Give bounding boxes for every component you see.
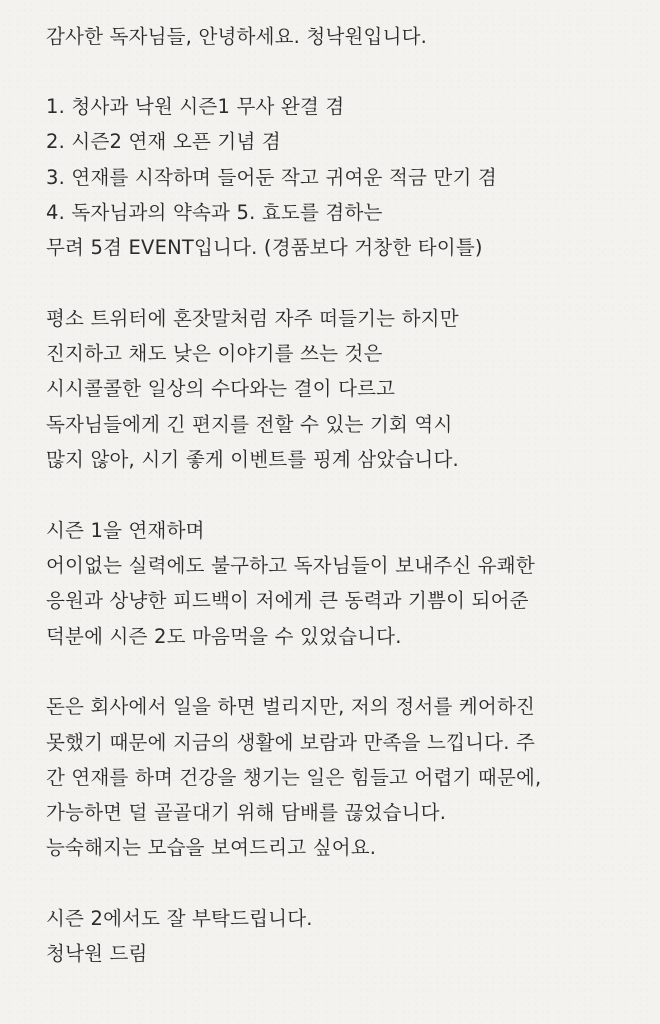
event-list-item-1: 1. 청사과 낙원 시즌1 무사 완결 겸 <box>46 95 345 118</box>
paragraph-line: 못했기 때문에 지금의 생활에 보람과 만족을 느낍니다. 주 <box>46 731 536 754</box>
paragraph-line: 덕분에 시즌 2도 마음먹을 수 있었습니다. <box>46 625 402 648</box>
event-list-item-4: 4. 독자님과의 약속과 5. 효도를 겸하는 <box>46 201 383 224</box>
event-list-item-3: 3. 연재를 시작하며 들어둔 작고 귀여운 적금 만기 겸 <box>46 166 497 189</box>
event-list-summary: 무려 5겸 EVENT입니다. (경품보다 거창한 타이틀) <box>46 236 483 259</box>
event-list-item-2: 2. 시즌2 연재 오픈 기념 겸 <box>46 130 281 153</box>
paragraph-line: 가능하면 덜 골골대기 위해 담배를 끊었습니다. <box>46 801 447 824</box>
paragraph-line: 돈은 회사에서 일을 하면 벌리지만, 저의 정서를 케어하진 <box>46 695 536 718</box>
paragraph-line: 진지하고 채도 낮은 이야기를 쓰는 것은 <box>46 342 383 365</box>
paragraph-line: 간 연재를 하며 건강을 챙기는 일은 힘들고 어렵기 때문에, <box>46 766 542 789</box>
greeting-line: 감사한 독자님들, 안녕하세요. 청낙원입니다. <box>46 25 428 48</box>
paragraph-line: 평소 트위터에 혼잣말처럼 자주 떠들기는 하지만 <box>46 307 459 330</box>
closing-line: 시즌 2에서도 잘 부탁드립니다. <box>46 907 313 930</box>
paragraph-line: 어이없는 실력에도 불구하고 독자님들이 보내주신 유쾌한 <box>46 554 535 577</box>
signature-line: 청낙원 드림 <box>46 942 148 965</box>
paragraph-line: 능숙해지는 모습을 보여드리고 싶어요. <box>46 836 377 859</box>
paragraph-line: 독자님들에게 긴 편지를 전할 수 있는 기회 역시 <box>46 413 453 436</box>
paragraph-line: 시즌 1을 연재하며 <box>46 519 205 542</box>
paragraph-line: 응원과 상냥한 피드백이 저에게 큰 동력과 기쁨이 되어준 <box>46 589 529 612</box>
paragraph-line: 많지 않아, 시기 좋게 이벤트를 핑계 삼았습니다. <box>46 448 459 471</box>
paragraph-line: 시시콜콜한 일상의 수다와는 결이 다르고 <box>46 377 396 400</box>
